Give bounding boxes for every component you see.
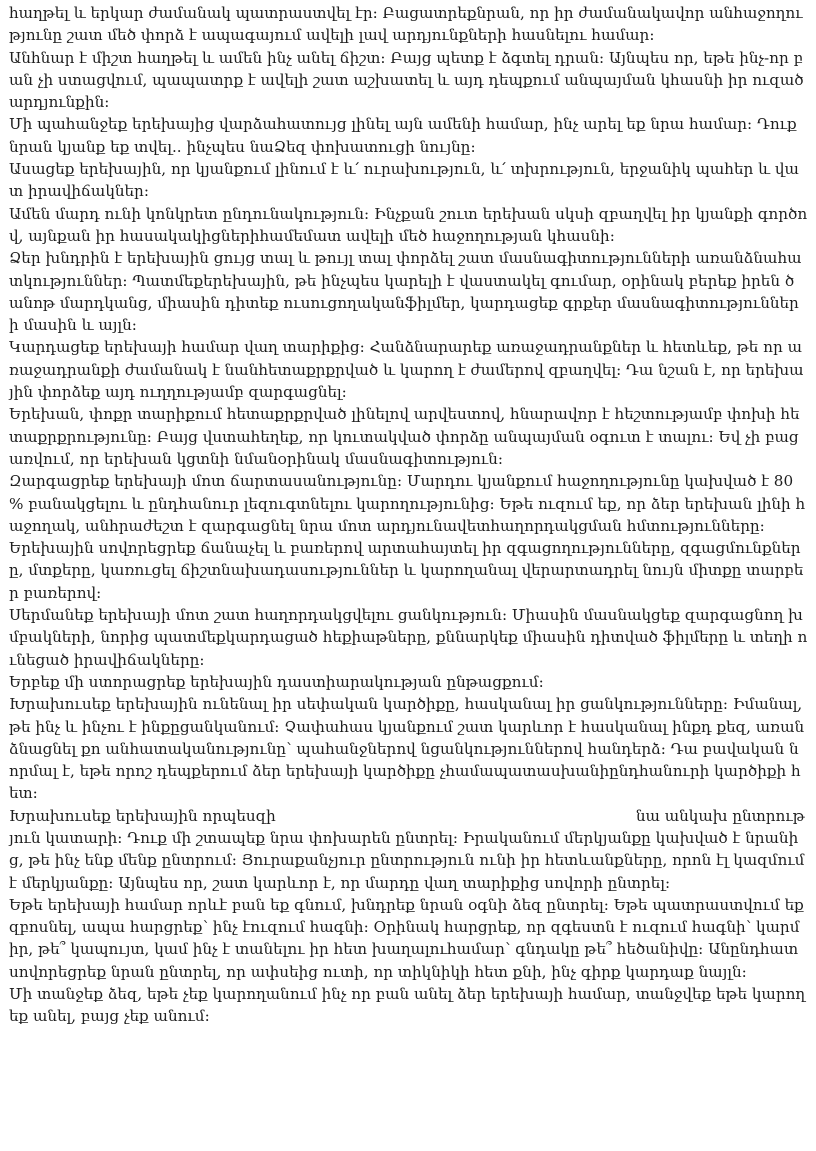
paragraph: Երբեք մի ստորացրեք երեխային դաստիարակության ընթացքում: [9,672,544,691]
paragraph: հաղթել և երկար ժամանակ պատրաստվել էր: Բացատրեքնրան, որ իր ժամանակավոր անհաջողությունը շատ մեծ փորձ է ապագայում ավելի լավ արդյունքների հասնելու համար: [9,4,803,45]
paragraph: Զարգացրեք երեխայի մոտ ճարտասանությունը: Մարդու կյանքում հաջողությունը կախված է 80 % բանակցելու և ընդհանուր լեզուգտնելու կարողությունից: Եթե ուզում եք, որ ձեր երեխան լինի հաջողակ, անհրաժեշտ է զարգացնել նրա մոտ արդյունավետհաղորդակցման հմտությունները: [9,472,806,535]
paragraph: Սերմանեք երեխայի մոտ շատ հաղորդակցվելու ցանկություն: Միասին մասնակցեք զարգացնող խմբակների, նորից պատմեքկարդացած հեքիաթները, քննարկեք միասին դիտված ֆիլմերը և տեղի ունեցած իրավիճակները: [9,606,808,669]
paragraph-with-gap [9,805,808,894]
paragraph-mid: նա [635,806,660,825]
paragraph: Երեխան, փոքր տարիքում հետաքրքրված լինելով արվեստով, հնարավոր է հեշտությամբ փոխի հետաքրքրությունը: Բայց վստահեղեք, որ կուտակված փորձը անպայման օգուտ է տալու: Եվ չի բացառվում, որ երեխան կցտնի նմանօրինակ մասնագիտություն: [9,405,800,468]
paragraph-start: Խրախուսեք երեխային որպեսզի [9,806,276,825]
paragraph: Անհնար է միշտ հաղթել և ամեն ինչ անել ճիշտ: Բայց պետք է ձգտել դրան: Այնպես որ, եթե ինչ-որ բան չի ստացվում, պապատրք է ավելի շատ աշխատել և այդ դեպքում անպայման կհասնի իր ուզած արդյունքին: [9,48,804,112]
paragraph: Կարդացեք երեխայի համար վաղ տարիքից: Հանձնարարեք առաջադրանքներ և հետևեք, թե որ առաջադրանքի ժամանակ է նանհետաքրքրված և կարող է ժամերով զբաղվել: Դա նշան է, որ երեխային փորձեք այդ ուղղությամբ զարգացնել: [9,338,804,402]
paragraph: Մի տանջեք ձեզ, եթե չեք կարողանում ինչ որ բան անել ձեր երեխայի համար, տանջվեք եթե կարող եք անել, բայց չեք անում: [9,985,806,1026]
paragraph: Ասացեք երեխային, որ կյանքում լինում է և՛ ուրախություն, և՛ տխրություն, երջանիկ պահեր և վատ իրավիճակներ: [9,160,799,201]
paragraph: Եթե երեխայի համար որևէ բան եք գնում, խնդրեք նրան օգնի ձեզ ընտրել: Եթե պատրաստվում եք զբոսնել, ապա հարցրեք՝ ինչ էուզում հագնի: Օրինակ հարցրեք, որ զգեստն է ուզում հագնի՝ կարմիր, թե՞ կապույտ, կամ ինչ է տանելու իր հետ խաղալուհամար՝ գնդակը թե՞ հեծանիվը: Անընդհատ սովորեցրեք նրան ընտրել, որ ափսեից ուտի, որ տիկնիկի հետ քնի, ինչ գիրք կարդաք նայլն: [9,895,804,981]
paragraph: Երեխային սովորեցրեք ճանաչել և բառերով արտահայտել իր զգացողությունները, զգացմունքները, մտքերը, կառուցել ճիշտնախադասություններ և կարողանալ վերարտադրել նույն միտքը տարբեր բառերով: [9,539,804,602]
paragraph: Ամեն մարդ ունի կոնկրետ ընդունակություն: Ինչքան շուտ երեխան սկսի զբաղվել իր կյանքի գործով, այնքան իր հասակակիցներիհամեմատ ավելի մեծ հաջողության կհասնի: [9,204,808,245]
paragraph-rest: անկախ ընտրություն կատարի: Դուք մի շտապեք նրա փոխարեն ընտրել: Իրականում մերկյանքը կախված է նրանից, թե ինչ ենք մենք ընտրում: Յուրաքանչյուր ընտրություն ունի իր հետևանքները, որոն էլ կազմում է մերկյանքը: Այնպես որ, շատ կարևոր է, որ մարդը վաղ տարիքից սովորի ընտրել: [9,806,805,892]
paragraph: Մի պահանջեք երեխայից վարձահատույց լինել այն ամենի համար, ինչ արել եք նրա համար: Դուք նրան կյանք եք տվել.. ինչպես նաՁեզ փոխատուցի նույնը: [9,115,797,156]
paragraph: Խրախուսեք երեխային ունենալ իր սեփական կարծիքը, հասկանալ իր ցանկությունները: Իմանալ, թե ինչ և ինչու է ինքըցանկանում: Չափահաս կյանքում շատ կարևոր է հասկանալ ինքդ քեզ, առանձնացնել քո անհատականությունը՝ պահանջներով նցանկություններով հանդերձ: Դա բավական նորմալ է, եթե որոշ դեպքերում ձեր երեխայի կարծիքը չհամապատասխանիընդհանուրի կարծիքի հետ: [9,695,805,803]
paragraph: Ձեր խնդրին է երեխային ցույց տալ և թույլ տալ փորձել շատ մասնագիտությունների առանձնահատկություններ: Պատմեքերեխային, թե ինչպես կարելի է վաստակել գումար, օրինակ բերեք իրեն ծանոթ մարդկանց, միասին դիտեք ուսուցողականֆիլմեր, կարդացեք գրքեր մասնագիտությունների մասին և այլն: [9,249,802,335]
